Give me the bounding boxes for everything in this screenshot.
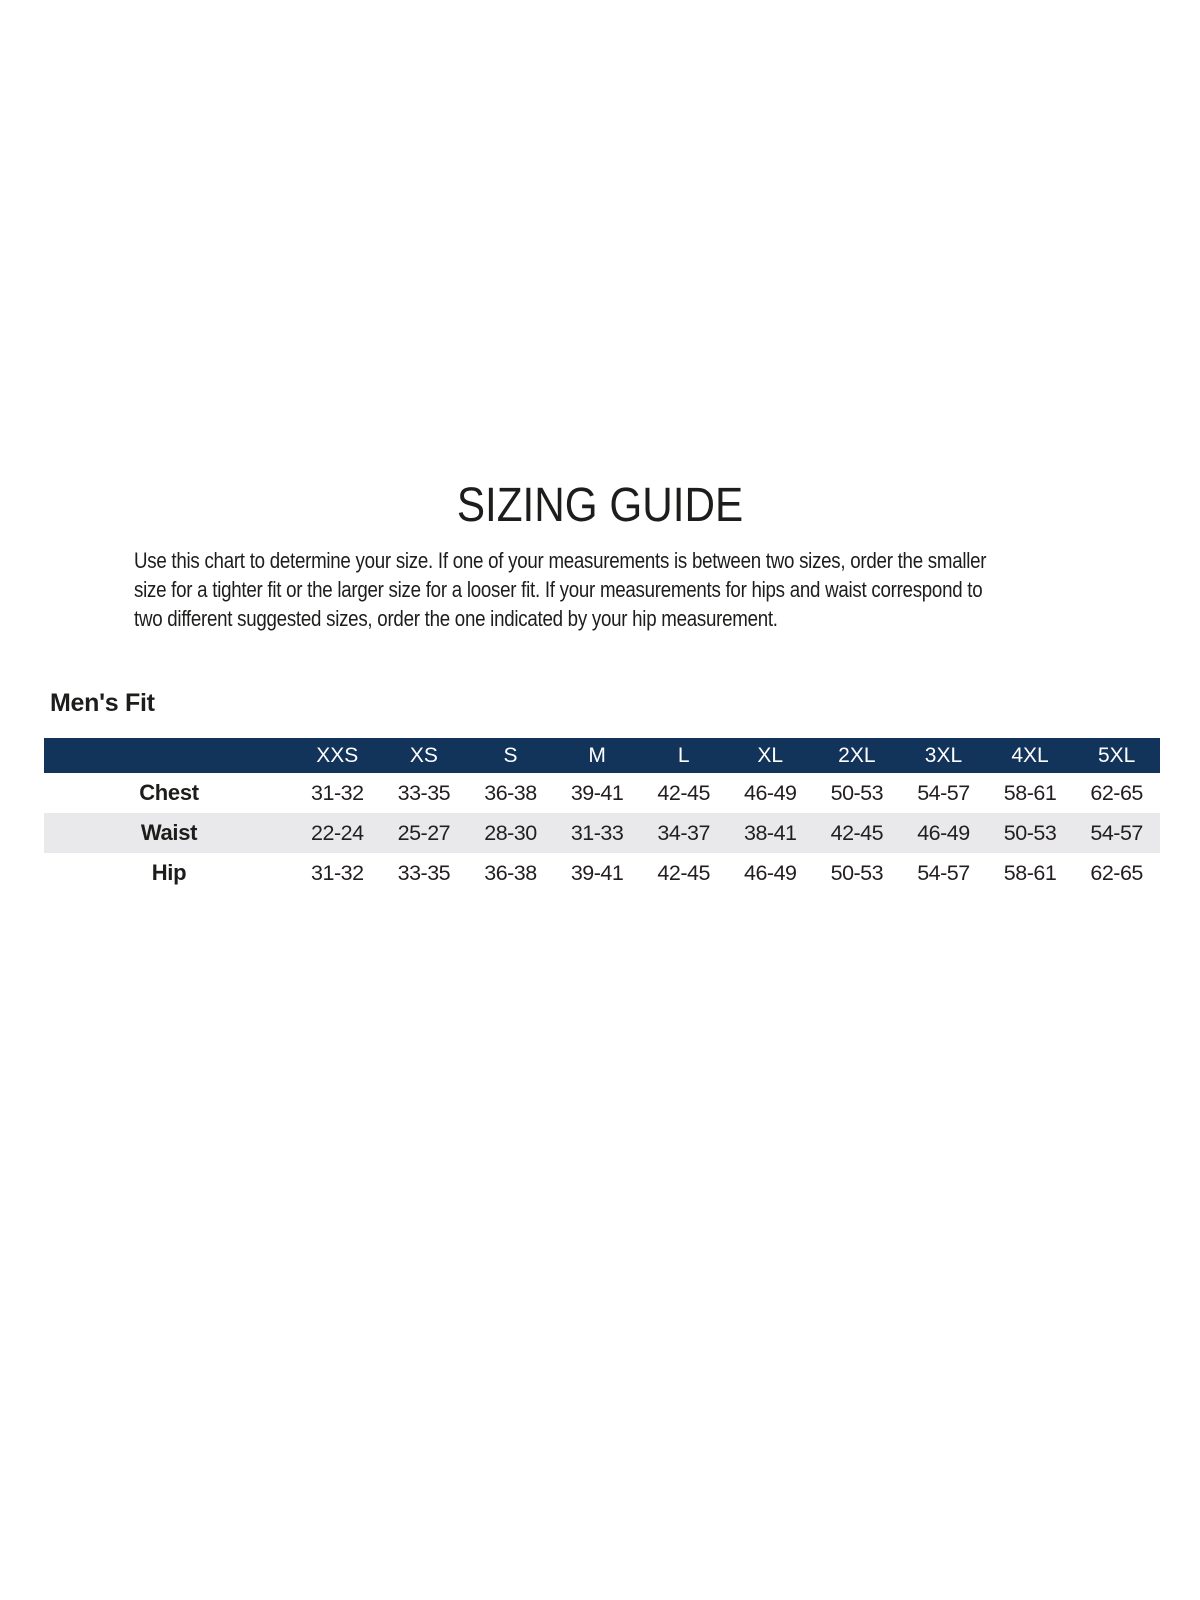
column-header-l: L — [677, 743, 690, 767]
hip-value: 50-53 — [830, 860, 884, 885]
hip-value: 31-32 — [311, 860, 364, 885]
waist-value: 31-33 — [570, 820, 624, 845]
chest-value: 39-41 — [570, 780, 624, 805]
hip-value: 62-65 — [1090, 860, 1143, 885]
waist-value: 25-27 — [397, 820, 451, 845]
row-label-waist: Waist — [140, 820, 198, 845]
hip-value: 33-35 — [397, 860, 451, 885]
row-label-hip: Hip — [151, 860, 187, 885]
chest-value: 58-61 — [1003, 780, 1057, 805]
waist-value: 42-45 — [830, 820, 884, 845]
page-title: SIZING GUIDE — [456, 479, 744, 532]
intro-paragraph — [134, 546, 1134, 633]
chest-value: 42-45 — [657, 780, 710, 805]
column-header-3xl: 3XL — [924, 743, 963, 767]
waist-value: 54-57 — [1090, 820, 1143, 845]
size-table-header-row — [44, 738, 1160, 773]
chest-value: 31-32 — [311, 780, 364, 805]
intro-line: two different suggested sizes, order the one indicated by your hip measurement. — [134, 606, 778, 631]
column-header-2xl: 2XL — [838, 743, 876, 767]
size-table — [44, 738, 1160, 893]
chest-value: 62-65 — [1090, 780, 1143, 805]
chest-value: 33-35 — [397, 780, 451, 805]
chest-value: 50-53 — [830, 780, 884, 805]
column-header-xxs: XXS — [316, 743, 359, 767]
intro-line: Use this chart to determine your size. If one of your measurements is between two sizes, order the smaller — [134, 548, 987, 573]
waist-value: 38-41 — [744, 820, 797, 845]
chest-value: 46-49 — [744, 780, 797, 805]
hip-value: 58-61 — [1003, 860, 1057, 885]
hip-value: 54-57 — [917, 860, 970, 885]
waist-value: 50-53 — [1003, 820, 1057, 845]
chest-value: 36-38 — [484, 780, 537, 805]
column-header-m: M — [588, 743, 606, 767]
column-header-4xl: 4XL — [1011, 743, 1049, 767]
column-header-5xl: 5XL — [1097, 743, 1136, 767]
hip-value: 46-49 — [744, 860, 797, 885]
waist-value: 22-24 — [311, 820, 364, 845]
waist-value: 34-37 — [657, 820, 710, 845]
column-header-xl: XL — [757, 743, 784, 767]
waist-value: 28-30 — [484, 820, 537, 845]
hip-value: 39-41 — [570, 860, 624, 885]
waist-value: 46-49 — [917, 820, 970, 845]
row-label-chest: Chest — [139, 780, 199, 805]
table-row-hip — [44, 853, 1160, 893]
table-row-chest — [44, 773, 1160, 813]
column-header-xs: XS — [409, 743, 438, 767]
column-header-s: S — [503, 743, 518, 767]
chest-value: 54-57 — [917, 780, 970, 805]
table-row-waist — [44, 813, 1160, 853]
intro-line: size for a tighter fit or the larger size for a looser fit. If your measurements for hips and waist correspond to — [134, 577, 983, 602]
section-label-mens-fit: Men's Fit — [50, 689, 155, 717]
hip-value: 36-38 — [484, 860, 537, 885]
hip-value: 42-45 — [657, 860, 710, 885]
